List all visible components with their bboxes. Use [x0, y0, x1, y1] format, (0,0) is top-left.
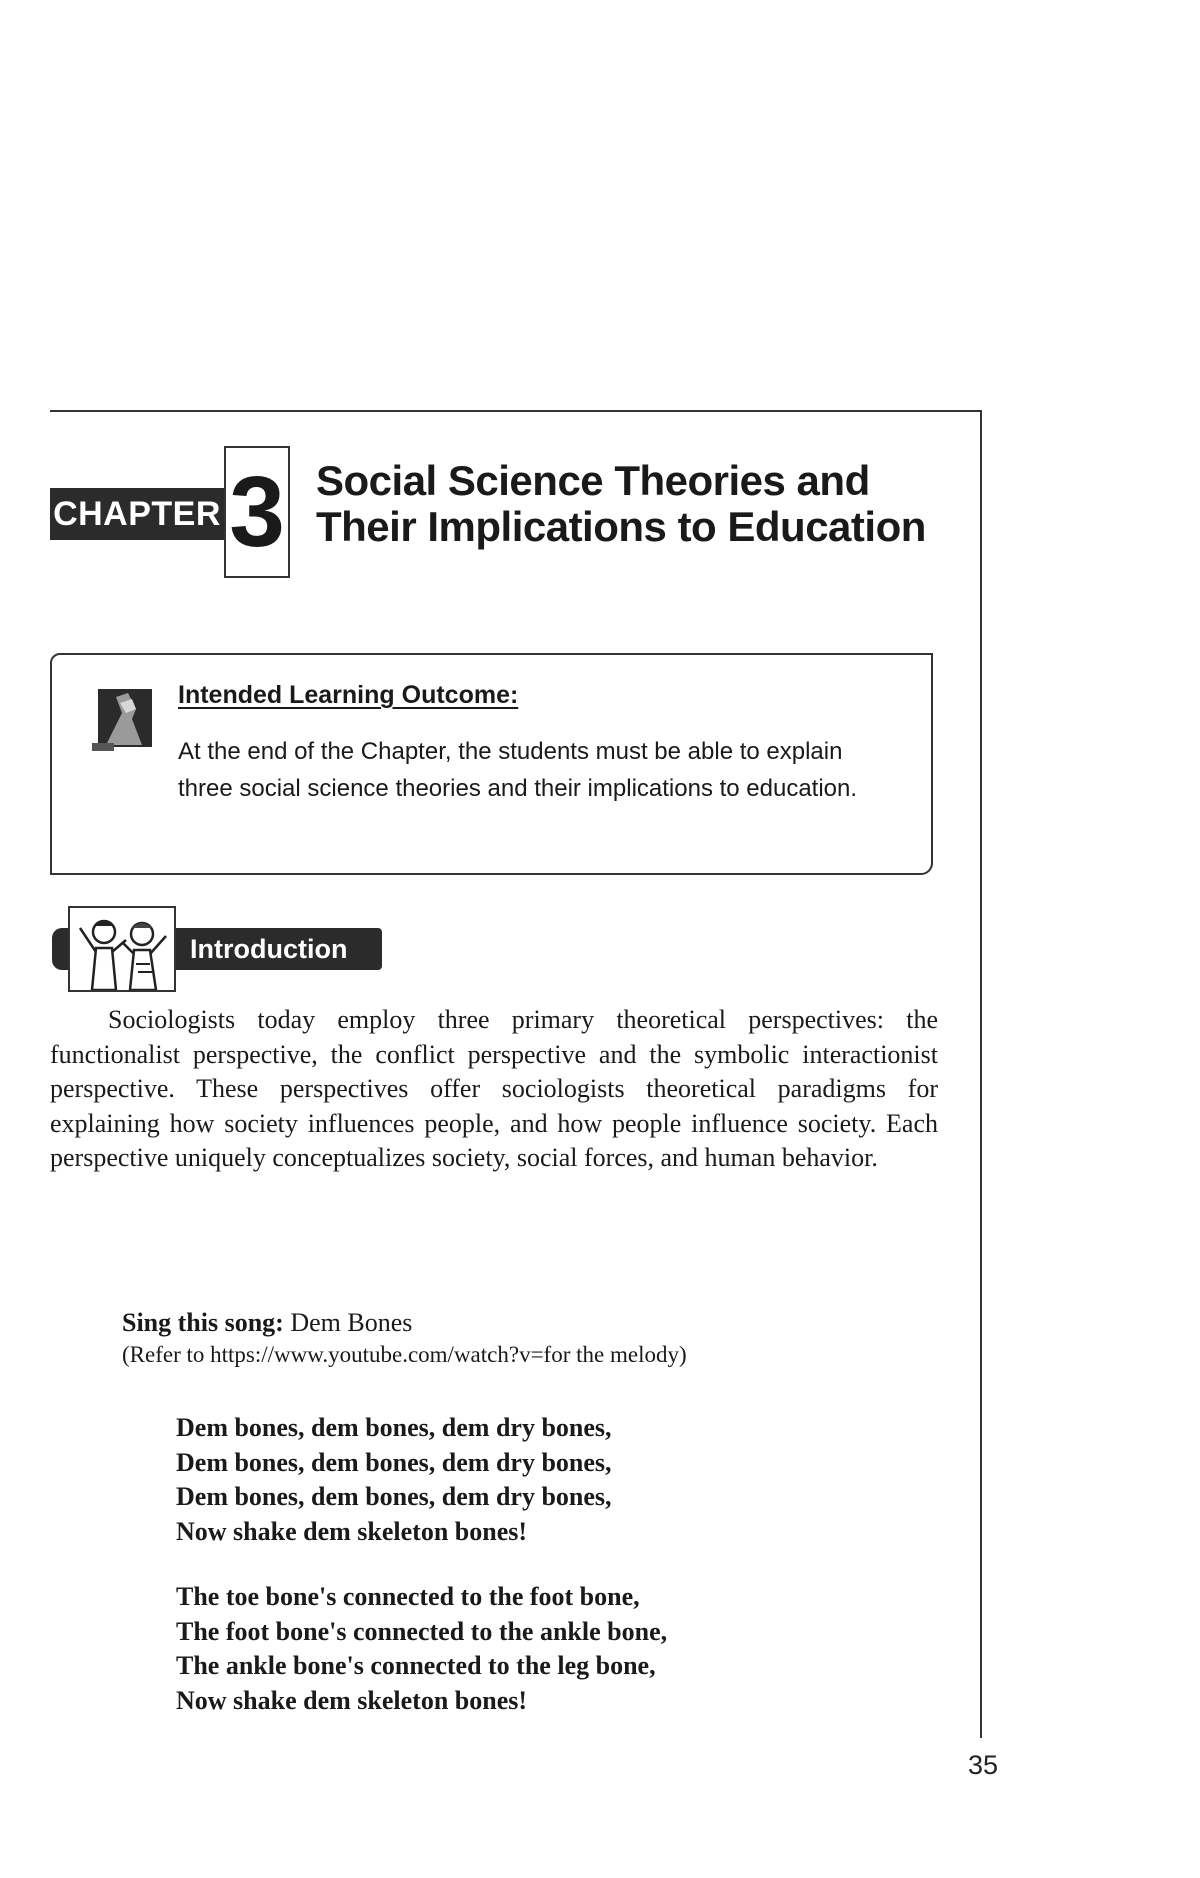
page-frame-right-rule — [980, 410, 982, 1738]
lyric-line: Dem bones, dem bones, dem dry bones, — [176, 1447, 612, 1477]
song-title: Dem Bones — [290, 1308, 413, 1337]
chapter-title-line-2: Their Implications to Education — [316, 503, 926, 550]
song-prompt: Sing this song: — [122, 1308, 284, 1337]
introduction-paragraph: Sociologists today employ three primary theoretical perspectives: the functionalist perspective, the conflict perspective and the symbolic interactionist perspective. These perspectives offer sociologists theoretical paradigms for explaining how society influences people, and how people influence society. Each perspective uniquely conceptualizes society, social forces, and human behavior. — [50, 1005, 938, 1172]
page-number: 35 — [968, 1750, 999, 1780]
chapter-number: 3 — [224, 446, 290, 578]
chapter-title-line-1: Social Science Theories and — [316, 457, 870, 504]
song-heading — [122, 1308, 412, 1338]
learning-outcome-heading: Intended Learning Outcome: — [178, 681, 519, 709]
learning-outcome-box — [50, 653, 933, 875]
lyric-line: Now shake dem skeleton bones! — [176, 1685, 528, 1715]
lyric-line: Dem bones, dem bones, dem dry bones, — [176, 1482, 612, 1511]
lyric-line: The foot bone's connected to the ankle bone, — [176, 1616, 668, 1646]
lyric-line: Dem bones, dem bones, dem dry bones, — [176, 1413, 612, 1442]
lyric-line: Now shake dem skeleton bones! — [176, 1516, 528, 1546]
song-verse-1 — [176, 1411, 612, 1549]
lyric-line: The ankle bone's connected to the leg bone, — [176, 1651, 656, 1680]
learning-outcome-text: At the end of the Chapter, the students must be able to explain three social science theories and their implications to education. — [178, 738, 858, 802]
page-frame-top-rule — [50, 410, 980, 412]
children-illustration-icon — [68, 906, 176, 992]
chapter-title — [316, 458, 956, 550]
chapter-label: CHAPTER — [50, 488, 224, 540]
introduction-heading: Introduction — [190, 933, 348, 964]
lyric-line: The toe bone's connected to the foot bone, — [176, 1582, 640, 1611]
song-verse-2 — [176, 1580, 667, 1718]
raised-fist-icon — [92, 683, 158, 759]
song-reference: (Refer to https://www.youtube.com/watch?v=for the melody) — [122, 1342, 687, 1367]
